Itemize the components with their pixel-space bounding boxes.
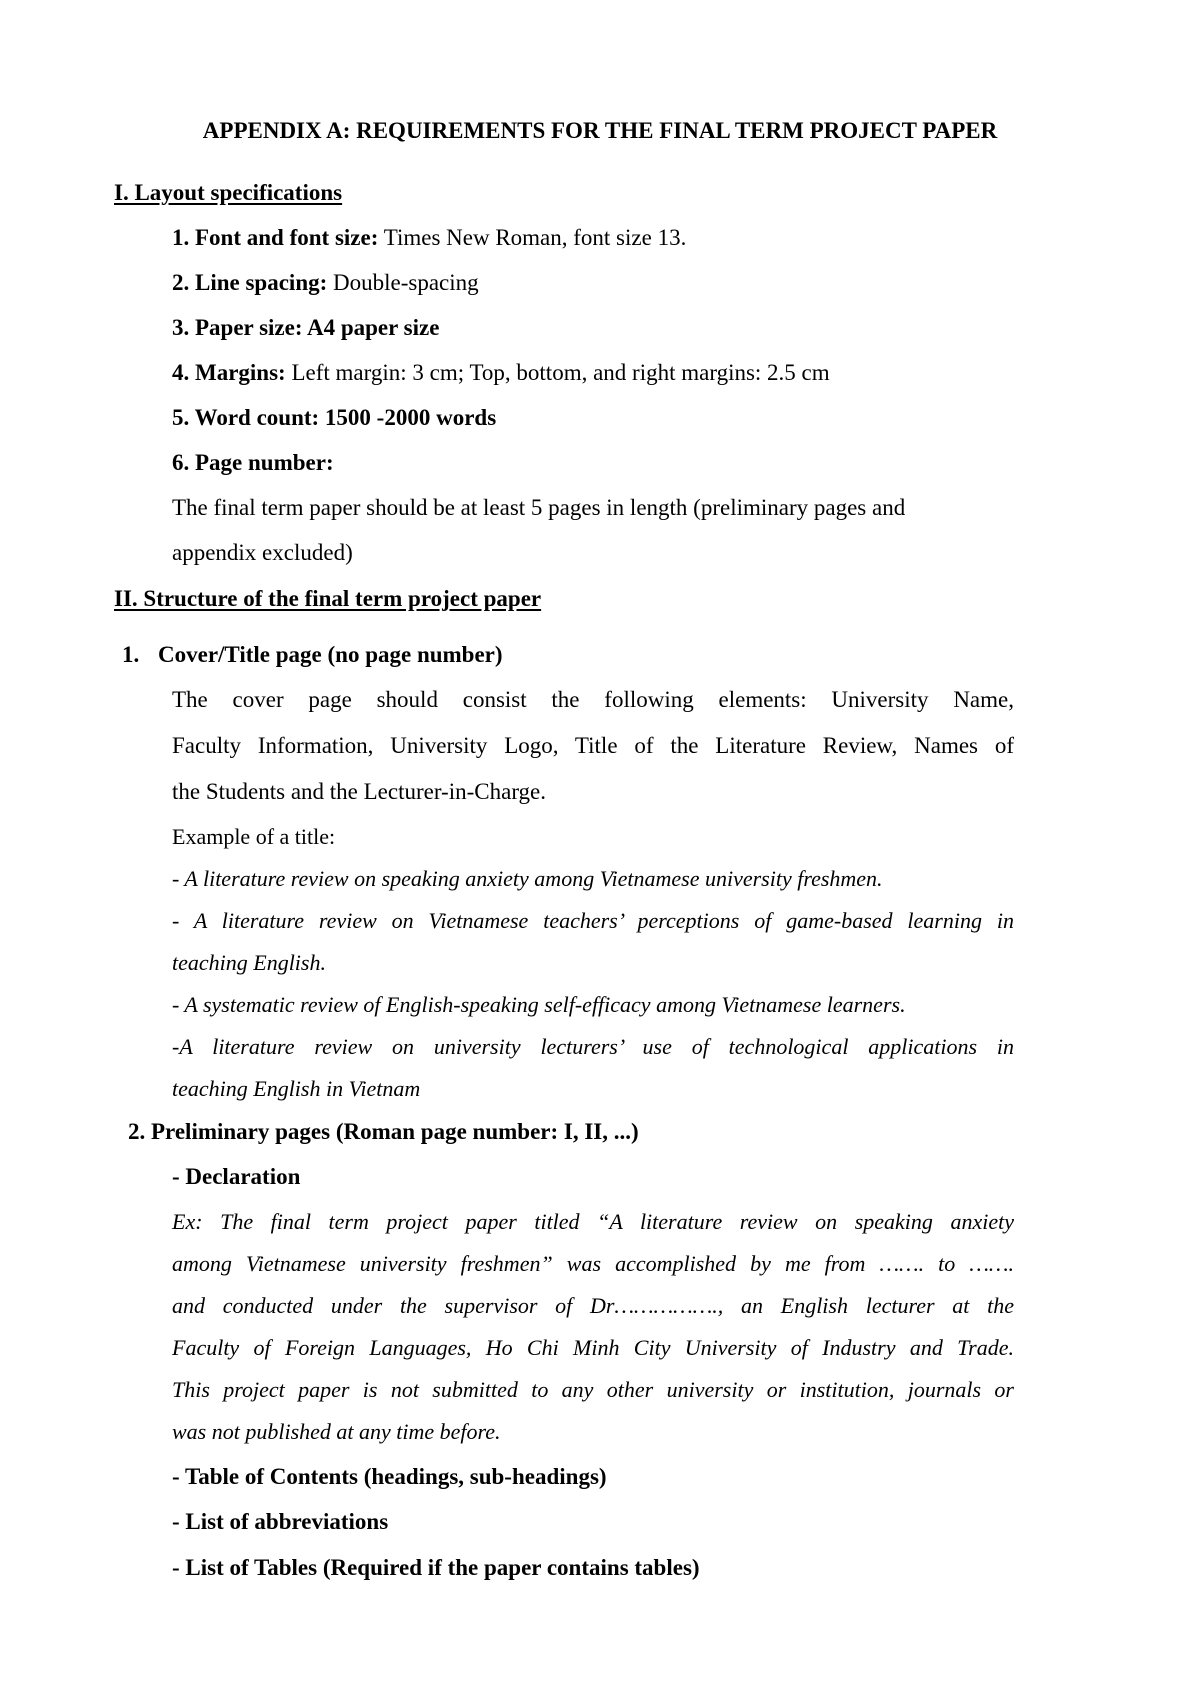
spec-item-font bbox=[172, 223, 686, 253]
declaration-example-line: Ex: The final term project paper titled “A literature review on speaking anxiety bbox=[172, 1209, 1014, 1234]
toc-label: - Table of Contents (headings, sub-headings) bbox=[172, 1464, 607, 1489]
example-label: Example of a title: bbox=[172, 824, 336, 849]
spec-item-page-number bbox=[172, 448, 334, 478]
spec-value: Times New Roman, font size 13. bbox=[378, 225, 687, 250]
section-heading-structure: II. Structure of the final term project paper bbox=[114, 586, 542, 611]
example-title: -A literature review on university lecturers’ use of technological applications in bbox=[172, 1034, 1014, 1059]
example-title: - A systematic review of English-speaking self-efficacy among Vietnamese learners. bbox=[172, 992, 906, 1017]
cover-number: 1. bbox=[122, 642, 140, 667]
declaration-example-line: This project paper is not submitted to any other university or institution, journals or bbox=[172, 1377, 1014, 1402]
preliminary-heading: 2. Preliminary pages (Roman page number: I, II, ...) bbox=[128, 1119, 639, 1144]
declaration-example-line: among Vietnamese university freshmen” was accomplished by me from ……. to ……. bbox=[172, 1251, 1014, 1276]
spec-item-paper-size bbox=[172, 313, 439, 343]
spec-item-line-spacing bbox=[172, 268, 479, 298]
declaration-example-line: was not published at any time before. bbox=[172, 1419, 501, 1444]
declaration-example-line: Faculty of Foreign Languages, Ho Chi Minh City University of Industry and Trade. bbox=[172, 1335, 1014, 1360]
cover-description-line: Faculty Information, University Logo, Title of the Literature Review, Names of bbox=[172, 733, 1014, 758]
spec-item-word-count bbox=[172, 403, 496, 433]
declaration-example-line: and conducted under the supervisor of Dr……………., an English lecturer at the bbox=[172, 1293, 1014, 1318]
cover-heading: Cover/Title page (no page number) bbox=[158, 642, 503, 667]
section-heading-layout: I. Layout specifications bbox=[114, 180, 343, 205]
cover-description-line: the Students and the Lecturer-in-Charge. bbox=[172, 779, 547, 804]
spec-value: Left margin: 3 cm; Top, bottom, and right margins: 2.5 cm bbox=[285, 360, 830, 385]
example-title: - A literature review on Vietnamese teachers’ perceptions of game-based learning in bbox=[172, 908, 1014, 933]
spec-label: 5. Word count: 1500 -2000 words bbox=[172, 405, 497, 430]
spec-label: 6. Page number: bbox=[172, 450, 334, 475]
spec-label: 4. Margins: bbox=[172, 360, 286, 385]
cover-description-line: The cover page should consist the following elements: University Name, bbox=[172, 687, 1014, 712]
tables-label: - List of Tables (Required if the paper contains tables) bbox=[172, 1555, 700, 1580]
example-title: teaching English. bbox=[172, 950, 326, 975]
example-title: teaching English in Vietnam bbox=[172, 1076, 421, 1101]
spec-value: Double-spacing bbox=[327, 270, 479, 295]
page-note-line: The final term paper should be at least 5 pages in length (preliminary pages and bbox=[172, 495, 906, 520]
spec-label: 3. Paper size: A4 paper size bbox=[172, 315, 440, 340]
document-title: APPENDIX A: REQUIREMENTS FOR THE FINAL TERM PROJECT PAPER bbox=[202, 118, 998, 143]
abbreviations-label: - List of abbreviations bbox=[172, 1509, 389, 1534]
spec-item-margins bbox=[172, 358, 830, 388]
declaration-label: - Declaration bbox=[172, 1164, 301, 1189]
page-note-line: appendix excluded) bbox=[172, 540, 353, 565]
example-title: - A literature review on speaking anxiety among Vietnamese university freshmen. bbox=[172, 866, 883, 891]
spec-label: 1. Font and font size: bbox=[172, 225, 379, 250]
spec-label: 2. Line spacing: bbox=[172, 270, 328, 295]
